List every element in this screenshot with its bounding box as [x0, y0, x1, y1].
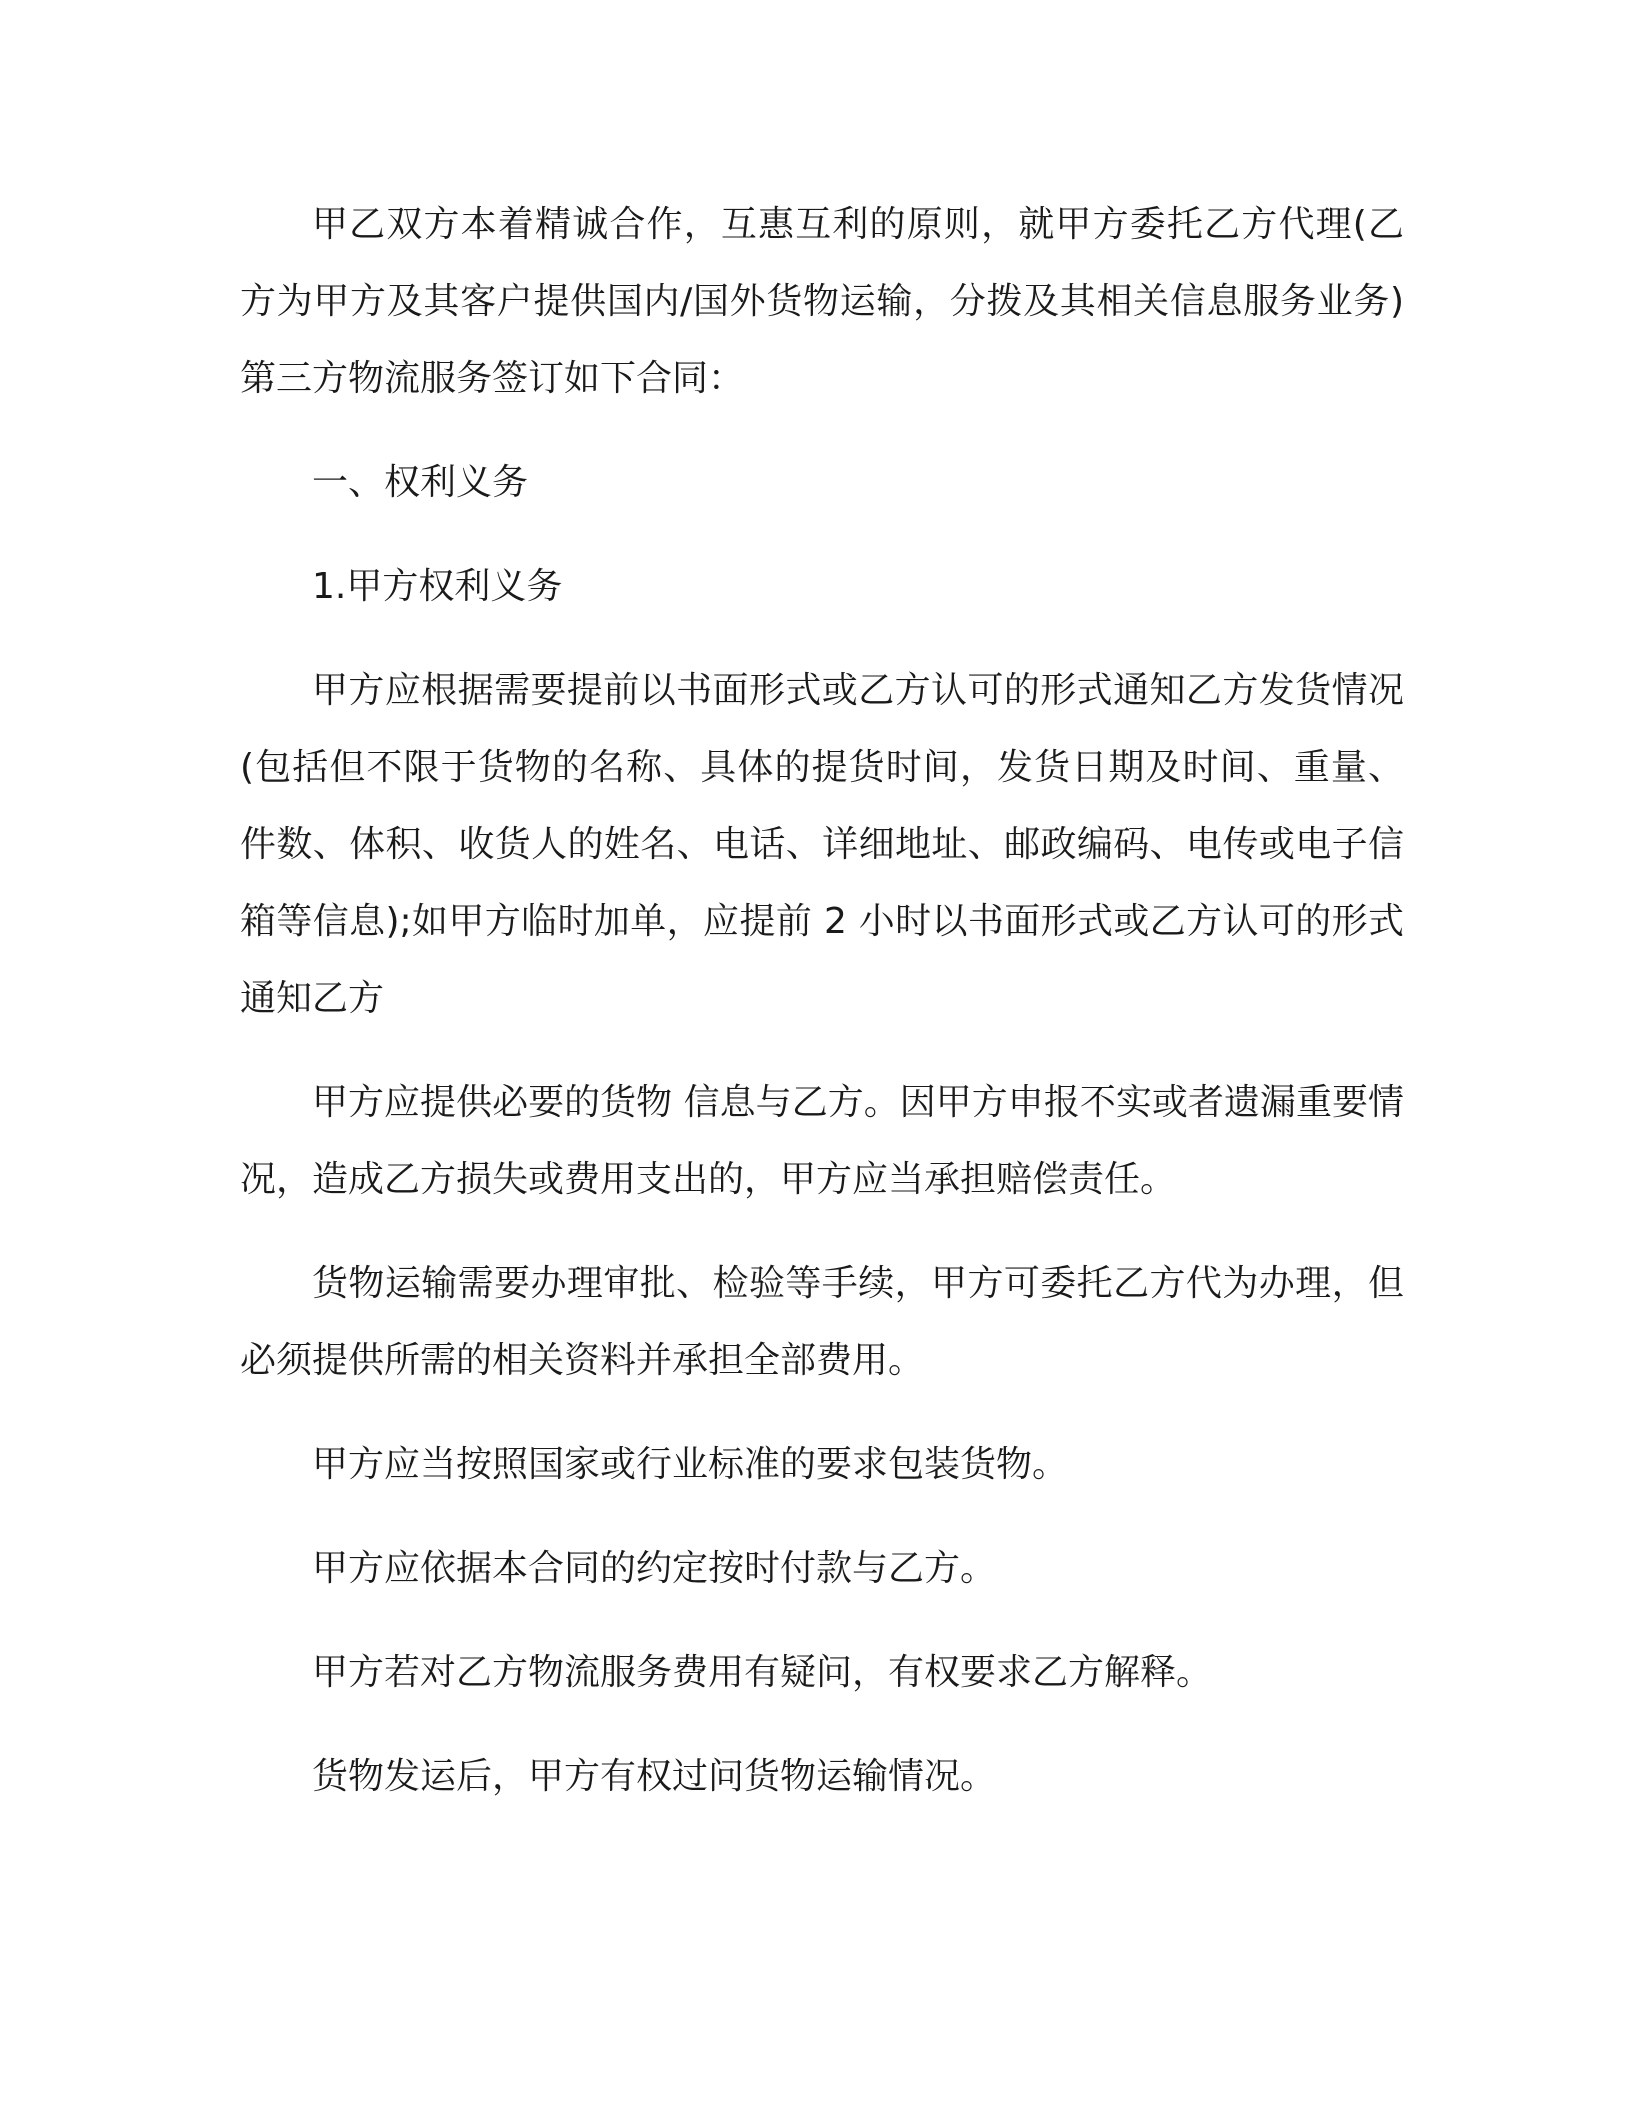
subsection-title: 1.甲方权利义务	[312, 566, 563, 607]
paragraph-payment: 甲方应依据本合同的约定按时付款与乙方。	[312, 1548, 997, 1589]
paragraph-fee-questions: 甲方若对乙方物流服务费用有疑问，有权要求乙方解释。	[312, 1652, 1213, 1693]
paragraph-notify-shipment: 甲方应根据需要提前以书面形式或乙方认可的形式通知乙方发货情况(包括但不限于货物的名称、具体的提货时间，发货日期及时间、重量、件数、体积、收货人的姓名、电话、详细地址、邮政编码、电传或电子信箱等信息);如甲方临时加单，应提前 2 小时以书面形式或乙方认可的形式通知乙方	[240, 670, 1404, 1019]
paragraph-provide-info: 甲方应提供必要的货物 信息与乙方。因甲方申报不实或者遗漏重要情况，造成乙方损失或费用支出的，甲方应当承担赔偿责任。	[240, 1082, 1404, 1200]
paragraph-packaging: 甲方应当按照国家或行业标准的要求包装货物。	[312, 1444, 1069, 1485]
intro-paragraph: 甲乙双方本着精诚合作，互惠互利的原则，就甲方委托乙方代理(乙方为甲方及其客户提供国内/国外货物运输，分拨及其相关信息服务业务)第三方物流服务签订如下合同：	[240, 204, 1404, 399]
paragraph-track-shipment: 货物发运后，甲方有权过问货物运输情况。	[312, 1756, 997, 1797]
document-body	[240, 186, 1404, 1842]
paragraph-approval-procedures: 货物运输需要办理审批、检验等手续，甲方可委托乙方代为办理，但必须提供所需的相关资料并承担全部费用。	[240, 1263, 1404, 1381]
section-title: 一、权利义务	[312, 462, 529, 503]
